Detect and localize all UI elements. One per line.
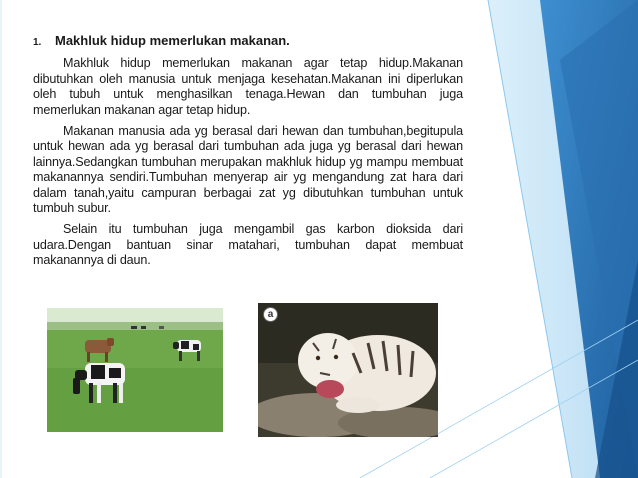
section-heading xyxy=(33,33,463,50)
paragraph-3: Selain itu tumbuhan juga mengambil gas karbon dioksida dari udara.Dengan bantuan sinar matahari, tumbuhan dapat membuat makanannya di daun. xyxy=(33,222,463,268)
paragraph-1: Makhluk hidup memerlukan makanan agar tetap hidup.Makanan dibutuhkan oleh manusia untuk menjaga kesehatan.Makanan ini diperlukan oleh tubuh untuk menghasilkan tenaga.Hewan dan tumbuhan juga memerlukan makanan agar tetap hidup. xyxy=(33,56,463,117)
section-title: Makhluk hidup memerlukan makanan. xyxy=(55,33,290,48)
section-number: 1. xyxy=(33,37,42,48)
image-label-badge: a xyxy=(263,307,278,322)
paragraph-2: Makanan manusia ada yg berasal dari hewan dan tumbuhan,begitupula untuk hewan ada yg berasal dari tumbuhan ada juga yg berasal dari hewan lainnya.Sedangkan tumbuhan merupakan makhluk hidup yg mampu membuat makanannya sendiri.Tumbuhan menyerap air yg mengandung zat hara dari dalam tanah,yaitu campuran berbagai zat yg dibutuhkan tumbuhan untuk tumbuh subur. xyxy=(33,124,463,216)
cows-grazing-image xyxy=(47,308,223,432)
white-tiger-eating-image xyxy=(258,303,438,437)
slide-content xyxy=(33,33,463,275)
